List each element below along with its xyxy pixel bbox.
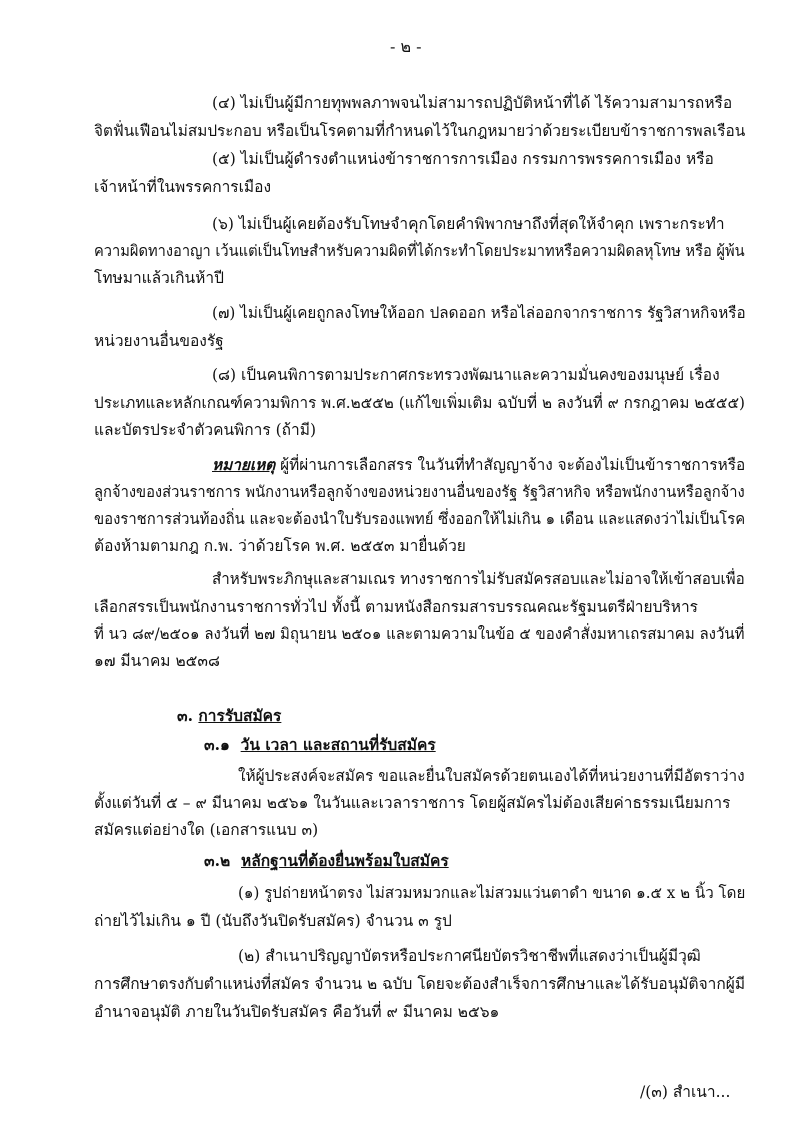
qualification-7-line-2: หน่วยงานอื่นของรัฐ: [94, 332, 224, 350]
footer-continuation: /(๓) สำเนา...: [640, 1083, 731, 1101]
document-item-1-line-2: ถ่ายไว้ไม่เกิน ๑ ปี (นับถึงวันปิดรับสมัคร) จำนวน ๓ รูป: [94, 912, 452, 930]
monks-line-2: เลือกสรรเป็นพนักงานราชการทั่วไป ทั้งนี้ ตามหนังสือกรมสารบรรณคณะรัฐมนตรีฝ่ายบริหาร: [94, 598, 699, 616]
note-text-1: ผู้ที่ผ่านการเลือกสรร ในวันที่ทำสัญญาจ้าง จะต้องไม่เป็นข้าราชการหรือ: [275, 456, 746, 474]
section-3-title: การรับสมัคร: [198, 706, 282, 725]
note-line-1: [212, 454, 745, 476]
section-3-number: ๓.: [177, 706, 193, 725]
qualification-5-line-1: (๕) ไม่เป็นผู้ดำรงตำแหน่งข้าราชการการเมือง กรรมการพรรคการเมือง หรือ: [212, 150, 714, 168]
section-3-1-line-2: ตั้งแต่วันที่ ๕ – ๙ มีนาคม ๒๕๖๑ ในวันและเวลาราชการ โดยผู้สมัครไม่ต้องเสียค่าธรรมเนียมการ: [94, 794, 731, 812]
section-3-2-number: ๓.๒: [204, 851, 231, 870]
section-3-1-heading: [204, 734, 436, 756]
monks-line-3: ที่ นว ๘๙/๒๕๐๑ ลงวันที่ ๒๗ มิถุนายน ๒๕๐๑ และตามความในข้อ ๕ ของคำสั่งมหาเถรสมาคม ลงวันที่: [94, 625, 745, 643]
section-3-2-heading: [204, 850, 449, 872]
monks-line-1: สำหรับพระภิกษุและสามเณร ทางราชการไม่รับสมัครสอบและไม่อาจให้เข้าสอบเพื่อ: [212, 570, 745, 588]
document-item-2-line-3: อำนาจอนุมัติ ภายในวันปิดรับสมัคร คือวันที่ ๙ มีนาคม ๒๕๖๑: [94, 1003, 500, 1021]
document-item-2-line-1: (๒) สำเนาปริญญาบัตรหรือประกาศนียบัตรวิชาชีพที่แสดงว่าเป็นผู้มีวุฒิ: [238, 947, 701, 965]
note-line-3: ของราชการส่วนท้องถิ่น และจะต้องนำใบรับรองแพทย์ ซึ่งออกให้ไม่เกิน ๑ เดือน และแสดงว่าไม่เป็นโรค: [94, 510, 746, 528]
section-3-1-title: วัน เวลา และสถานที่รับสมัคร: [240, 735, 436, 754]
document-item-1-line-1: (๑) รูปถ่ายหน้าตรง ไม่สวมหมวกและไม่สวมแว่นตาดำ ขนาด ๑.๕ x ๒ นิ้ว โดย: [238, 884, 746, 902]
qualification-8-line-3: และบัตรประจำตัวคนพิการ (ถ้ามี): [94, 421, 317, 439]
document-item-2-line-2: การศึกษาตรงกับตำแหน่งที่สมัคร จำนวน ๒ ฉบับ โดยจะต้องสำเร็จการศึกษาและได้รับอนุมัติจากผู้มี: [94, 975, 746, 993]
section-3-1-line-3: สมัครแต่อย่างใด (เอกสารแนบ ๓): [94, 821, 319, 839]
qualification-8-line-1: (๘) เป็นคนพิการตามประกาศกระทรวงพัฒนาและความมั่นคงของมนุษย์ เรื่อง: [212, 366, 720, 384]
qualification-4-line-1: (๔) ไม่เป็นผู้มีกายทุพพลภาพจนไม่สามารถปฏิบัติหน้าที่ได้ ไร้ความสามารถหรือ: [212, 94, 733, 112]
note-label: หมายเหตุ: [212, 455, 276, 474]
section-3-1-number: ๓.๑: [204, 735, 230, 754]
qualification-7-line-1: (๗) ไม่เป็นผู้เคยถูกลงโทษให้ออก ปลดออก หรือไล่ออกจากราชการ รัฐวิสาหกิจหรือ: [212, 304, 746, 322]
section-3-heading: [177, 705, 281, 727]
section-3-1-line-1: ให้ผู้ประสงค์จะสมัคร ขอและยื่นใบสมัครด้วยตนเองได้ที่หน่วยงานที่มีอัตราว่าง: [238, 767, 745, 785]
qualification-6-line-1: (๖) ไม่เป็นผู้เคยต้องรับโทษจำคุกโดยคำพิพากษาถึงที่สุดให้จำคุก เพราะกระทำ: [212, 215, 725, 233]
section-3-2-title: หลักฐานที่ต้องยื่นพร้อมใบสมัคร: [241, 851, 449, 870]
page-number: - ๒ -: [390, 37, 422, 56]
qualification-8-line-2: ประเภทและหลักเกณฑ์ความพิการ พ.ศ.๒๕๕๒ (แก้ไขเพิ่มเติม ฉบับที่ ๒ ลงวันที่ ๙ กรกฎาคม ๒๕๕๕): [94, 394, 745, 412]
note-line-2: ลูกจ้างของส่วนราชการ พนักงานหรือลูกจ้างของหน่วยงานอื่นของรัฐ รัฐวิสาหกิจ หรือพนักงานหรือลูกจ้าง: [94, 483, 745, 501]
qualification-5-line-2: เจ้าหน้าที่ในพรรคการเมือง: [94, 178, 272, 196]
qualification-6-line-2: ความผิดทางอาญา เว้นแต่เป็นโทษสำหรับความผิดที่ได้กระทำโดยประมาทหรือความผิดลหุโทษ หรือ ผู้พ้น: [94, 242, 745, 260]
qualification-6-line-3: โทษมาแล้วเกินห้าปี: [94, 269, 224, 287]
note-line-4: ต้องห้ามตามกฎ ก.พ. ว่าด้วยโรค พ.ศ. ๒๕๕๓ มายื่นด้วย: [94, 537, 466, 555]
qualification-4-line-2: จิตฟั่นเฟือนไม่สมประกอบ หรือเป็นโรคตามที่กำหนดไว้ในกฎหมายว่าด้วยระเบียบข้าราชการพลเรือน: [94, 122, 746, 140]
monks-line-4: ๑๗ มีนาคม ๒๕๓๘: [94, 652, 220, 670]
